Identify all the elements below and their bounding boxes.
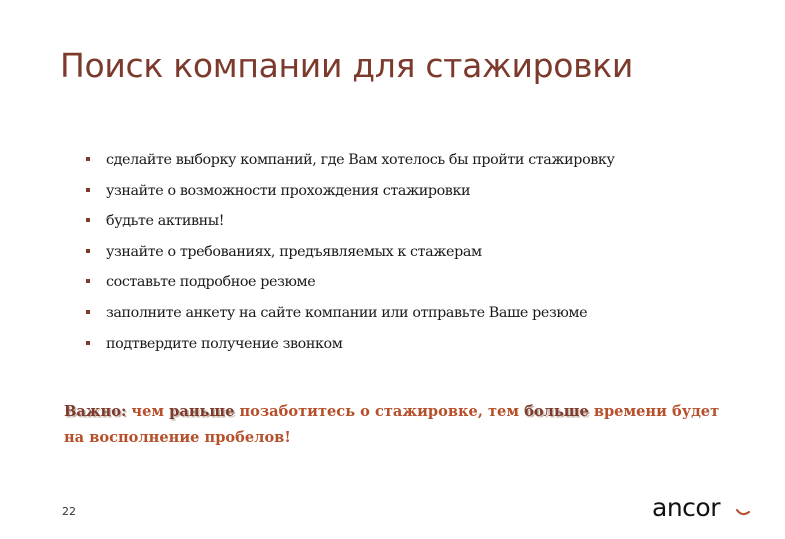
note-text-1: чем [126, 403, 170, 420]
company-logo: ancor [652, 493, 720, 522]
list-item-text: узнайте о требованиях, предъявляемых к стажерам [106, 243, 482, 260]
list-item-text: сделайте выборку компаний, где Вам хотелось бы пройти стажировку [106, 152, 615, 168]
list-item-text: составьте подробное резюме [106, 274, 316, 291]
note-text-2: позаботитесь о стажировке, тем [234, 403, 525, 420]
list-item-text: узнайте о возможности прохождения стажировки [106, 182, 471, 199]
square-bullet-icon [86, 188, 90, 192]
note-text-3: времени будет на восполнение пробелов! [64, 403, 720, 446]
important-note [64, 399, 724, 451]
list-item [86, 150, 614, 181]
list-item-text: заполните анкету на сайте компании или отправьте Ваше резюме [106, 304, 588, 321]
list-item [86, 211, 614, 242]
note-emphasis-earlier: раньше [169, 403, 235, 420]
square-bullet-icon [86, 157, 90, 161]
list-item-text: подтвердите получение звонком [106, 335, 343, 352]
square-bullet-icon [86, 310, 90, 314]
note-label: Важно: [64, 403, 127, 420]
list-item [86, 242, 614, 273]
list-item [86, 272, 614, 303]
logo-swoosh-icon [736, 508, 750, 518]
note-emphasis-more: больше [524, 403, 589, 420]
square-bullet-icon [86, 341, 90, 345]
list-item [86, 334, 614, 365]
list-item-text: будьте активны! [106, 213, 225, 230]
square-bullet-icon [86, 218, 90, 222]
square-bullet-icon [86, 249, 90, 253]
bullet-list [86, 150, 614, 364]
list-item [86, 303, 614, 334]
square-bullet-icon [86, 279, 90, 283]
slide-title: Поиск компании для стажировки [60, 46, 634, 85]
list-item [86, 181, 614, 212]
page-number: 22 [62, 505, 76, 518]
